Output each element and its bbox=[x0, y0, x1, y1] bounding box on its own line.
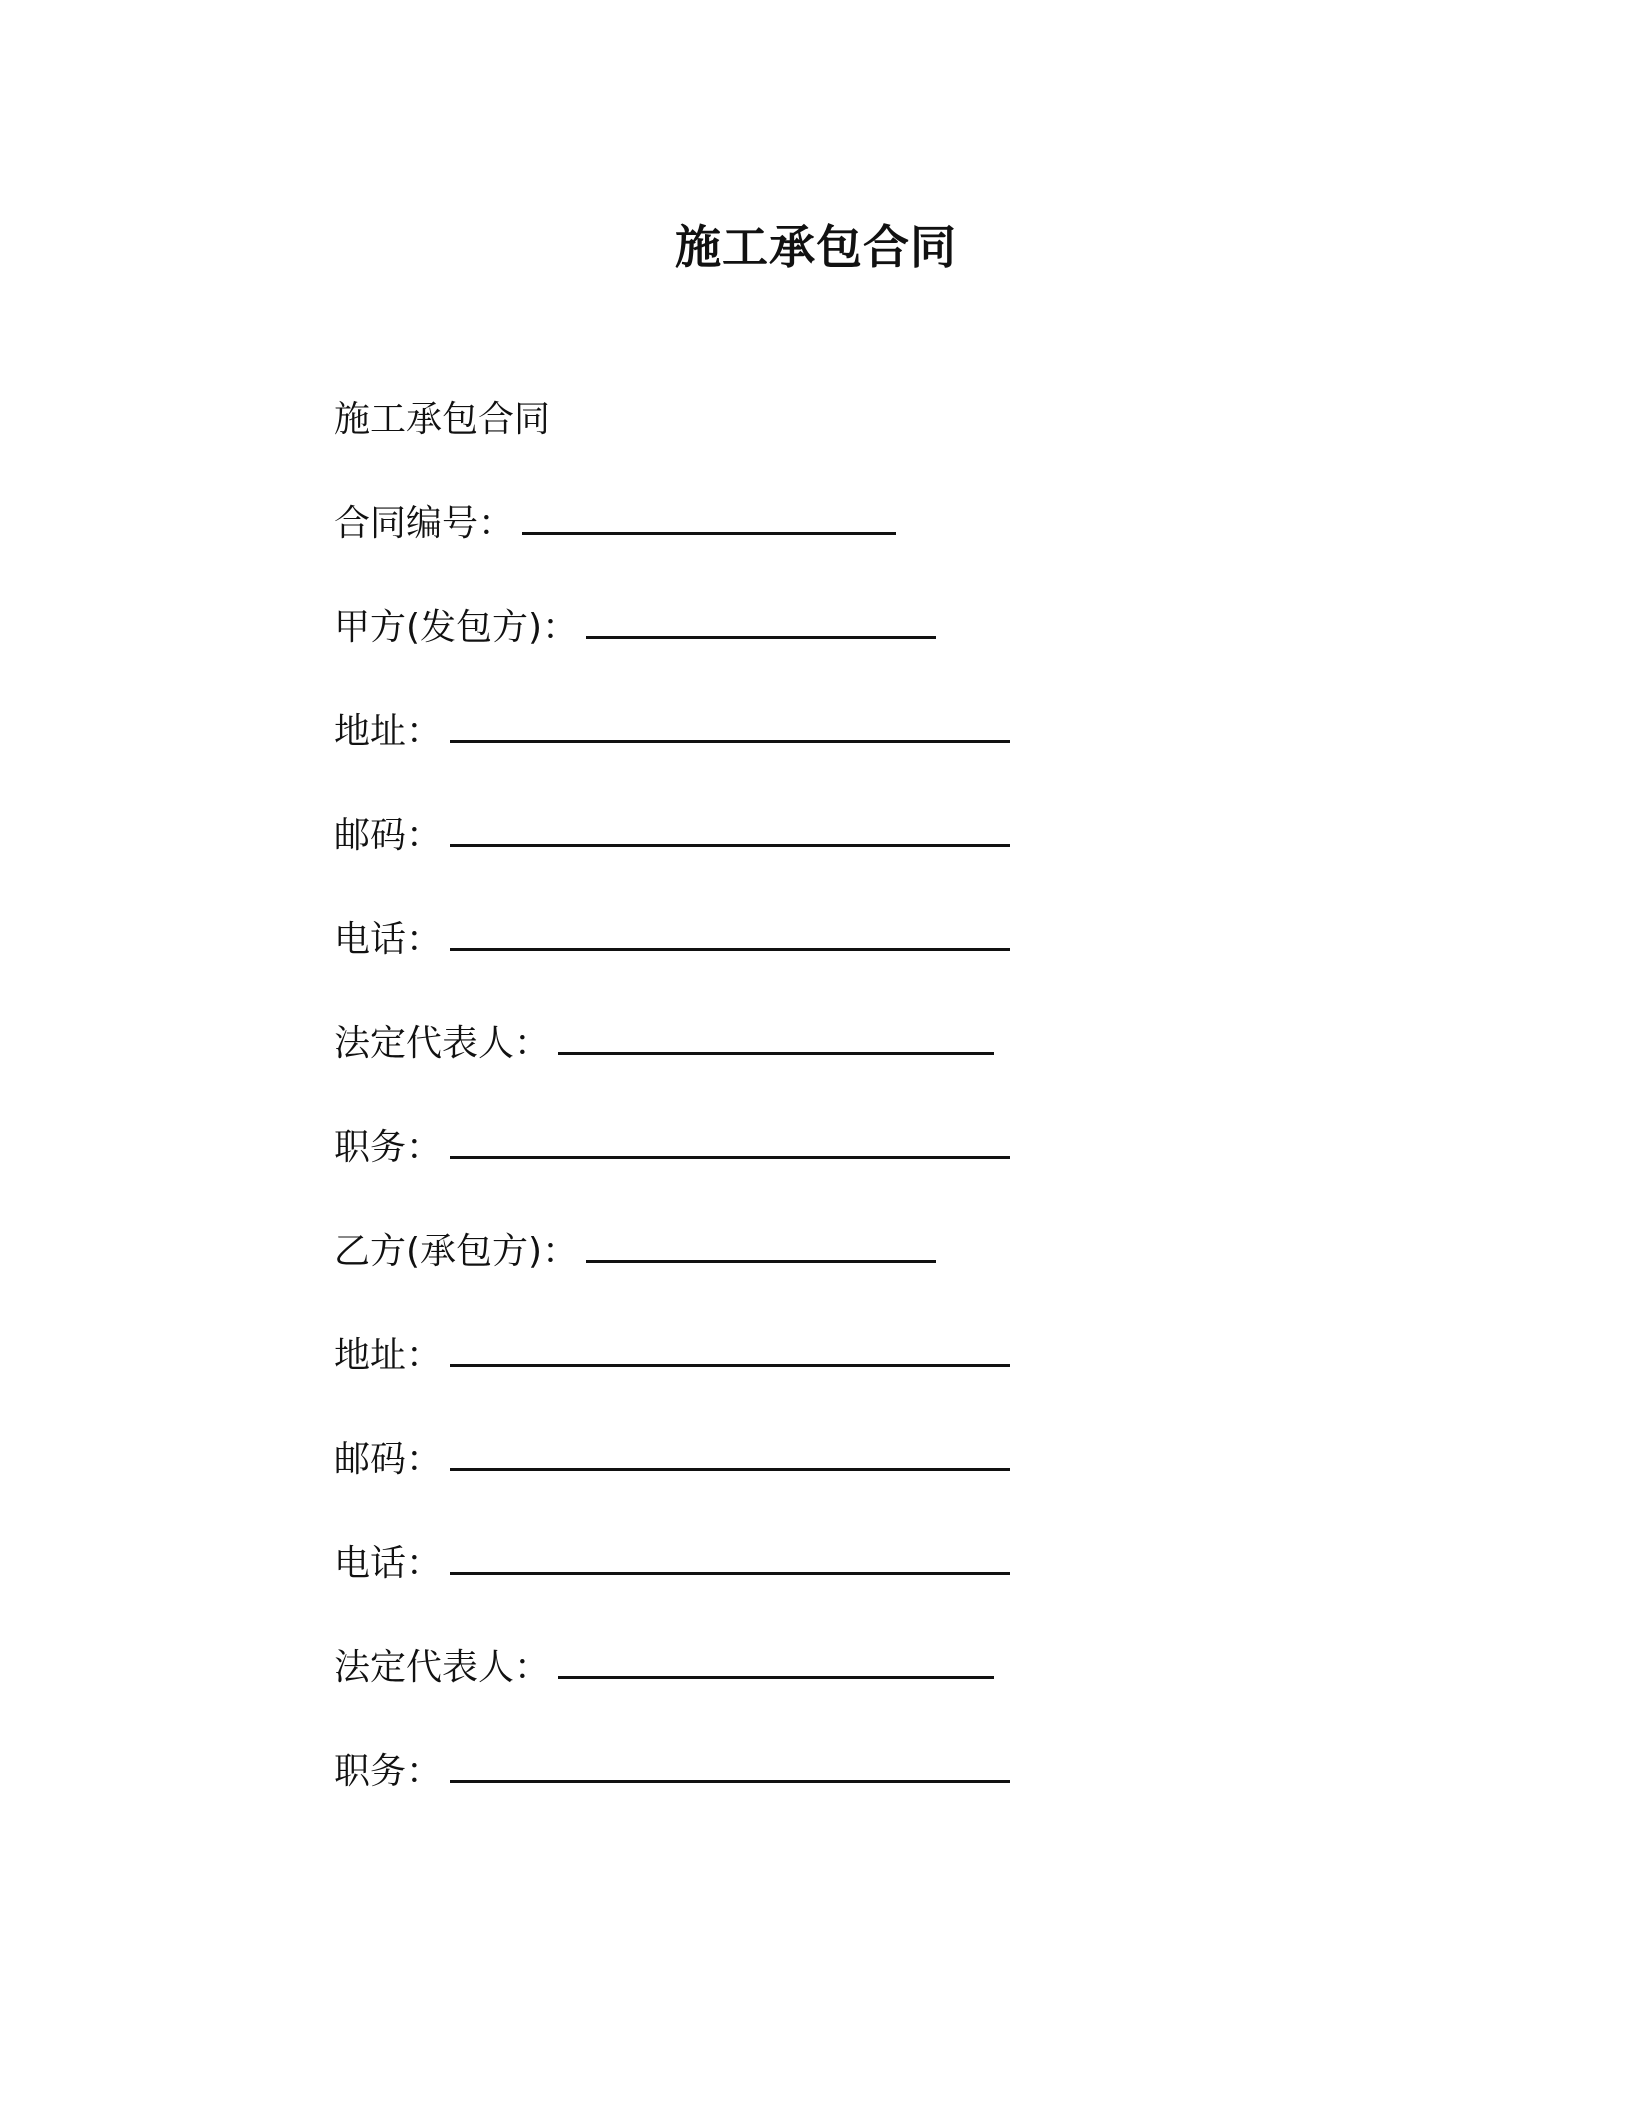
party-b-label: 乙方(承包方)： bbox=[334, 1231, 579, 1272]
party-b-position-label: 职务： bbox=[334, 1751, 443, 1792]
party-b-phone-label: 电话： bbox=[334, 1543, 443, 1584]
party-b-postcode-line bbox=[334, 1438, 1234, 1482]
party-b-legal-rep-label: 法定代表人： bbox=[334, 1647, 551, 1688]
party-b-position-line bbox=[334, 1750, 1234, 1794]
party-b-phone-blank bbox=[450, 1542, 1010, 1575]
party-b-postcode-blank bbox=[450, 1438, 1010, 1471]
party-b-position-blank bbox=[450, 1750, 1010, 1783]
party-a-postcode-line bbox=[334, 814, 1234, 858]
document-body bbox=[334, 398, 1234, 1854]
party-b-line bbox=[334, 1230, 1234, 1274]
party-a-line bbox=[334, 606, 1234, 650]
party-a-legal-rep-blank bbox=[558, 1022, 994, 1055]
party-b-postcode-label: 邮码： bbox=[334, 1439, 443, 1480]
party-a-legal-rep-line bbox=[334, 1022, 1234, 1066]
party-a-address-label: 地址： bbox=[334, 711, 443, 752]
party-b-legal-rep-line bbox=[334, 1646, 1234, 1690]
party-a-label: 甲方(发包方)： bbox=[334, 607, 579, 648]
party-a-position-blank bbox=[450, 1126, 1010, 1159]
party-b-legal-rep-blank bbox=[558, 1646, 994, 1679]
party-a-address-line bbox=[334, 710, 1234, 754]
party-a-position-line bbox=[334, 1126, 1234, 1170]
party-b-address-label: 地址： bbox=[334, 1335, 443, 1376]
party-a-address-blank bbox=[450, 710, 1010, 743]
party-a-postcode-label: 邮码： bbox=[334, 815, 443, 856]
document-subtitle: 施工承包合同 bbox=[334, 399, 551, 440]
contract-number-blank bbox=[522, 502, 896, 535]
party-a-legal-rep-label: 法定代表人： bbox=[334, 1023, 551, 1064]
contract-number-label: 合同编号： bbox=[334, 503, 515, 544]
party-b-blank bbox=[586, 1230, 936, 1263]
party-a-phone-label: 电话： bbox=[334, 919, 443, 960]
document-title: 施工承包合同 bbox=[675, 220, 957, 274]
party-a-phone-line bbox=[334, 918, 1234, 962]
contract-number-line bbox=[334, 502, 1234, 546]
party-a-postcode-blank bbox=[450, 814, 1010, 847]
party-a-blank bbox=[586, 606, 936, 639]
party-b-address-line bbox=[334, 1334, 1234, 1378]
party-a-phone-blank bbox=[450, 918, 1010, 951]
subtitle-line bbox=[334, 398, 1234, 442]
party-b-phone-line bbox=[334, 1542, 1234, 1586]
party-a-position-label: 职务： bbox=[334, 1127, 443, 1168]
party-b-address-blank bbox=[450, 1334, 1010, 1367]
